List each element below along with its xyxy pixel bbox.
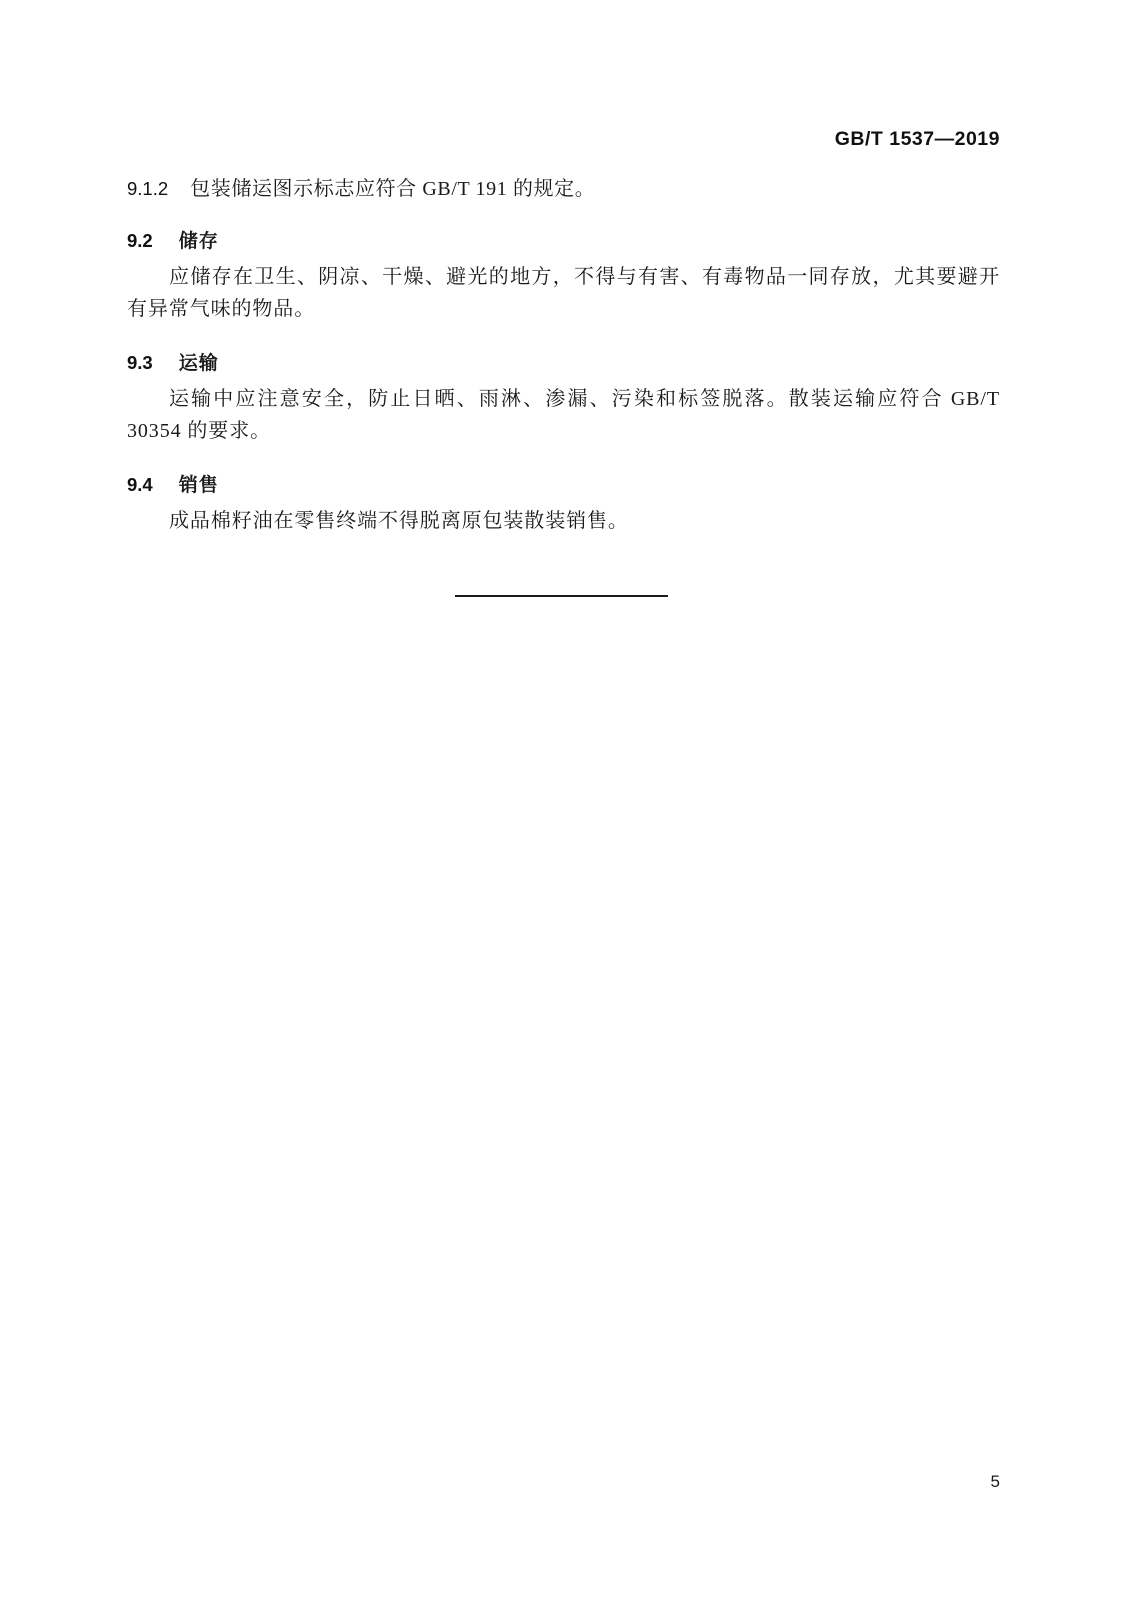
clause-9-1-2-number: 9.1.2 bbox=[127, 178, 169, 199]
section-9-2-number: 9.2 bbox=[127, 230, 153, 251]
section-9-3-title: 运输 bbox=[178, 352, 219, 374]
section-9-3-heading bbox=[127, 348, 1000, 375]
section-9-2-title: 储存 bbox=[178, 231, 219, 252]
section-9-2-heading bbox=[127, 226, 1000, 253]
document-content bbox=[127, 175, 1000, 551]
section-9-2-paragraph: 应储存在卫生、阴凉、干燥、避光的地方，不得与有害、有毒物品一同存放，尤其要避开有异常气味的物品。 bbox=[127, 266, 1000, 321]
clause-9-1-2-text: 包装储运图示标志应符合 GB/T 191 的规定。 bbox=[190, 178, 596, 200]
section-9-4-paragraph: 成品棉籽油在零售终端不得脱离原包装散装销售。 bbox=[169, 509, 629, 532]
clause-9-1-2 bbox=[127, 175, 1000, 204]
section-9-4-number: 9.4 bbox=[127, 473, 153, 495]
section-9-3-number: 9.3 bbox=[127, 351, 153, 373]
section-9-4-heading bbox=[127, 470, 1000, 497]
page-header-standard-code: GB/T 1537—2019 bbox=[834, 128, 1000, 150]
section-9-4-title: 销售 bbox=[178, 474, 219, 496]
end-of-document-rule bbox=[455, 595, 668, 597]
section-9-3-paragraph: 运输中应注意安全，防止日晒、雨淋、渗漏、污染和标签脱落。散装运输应符合 GB/T 30354 的要求。 bbox=[127, 387, 1000, 443]
page-number: 5 bbox=[990, 1472, 1000, 1491]
